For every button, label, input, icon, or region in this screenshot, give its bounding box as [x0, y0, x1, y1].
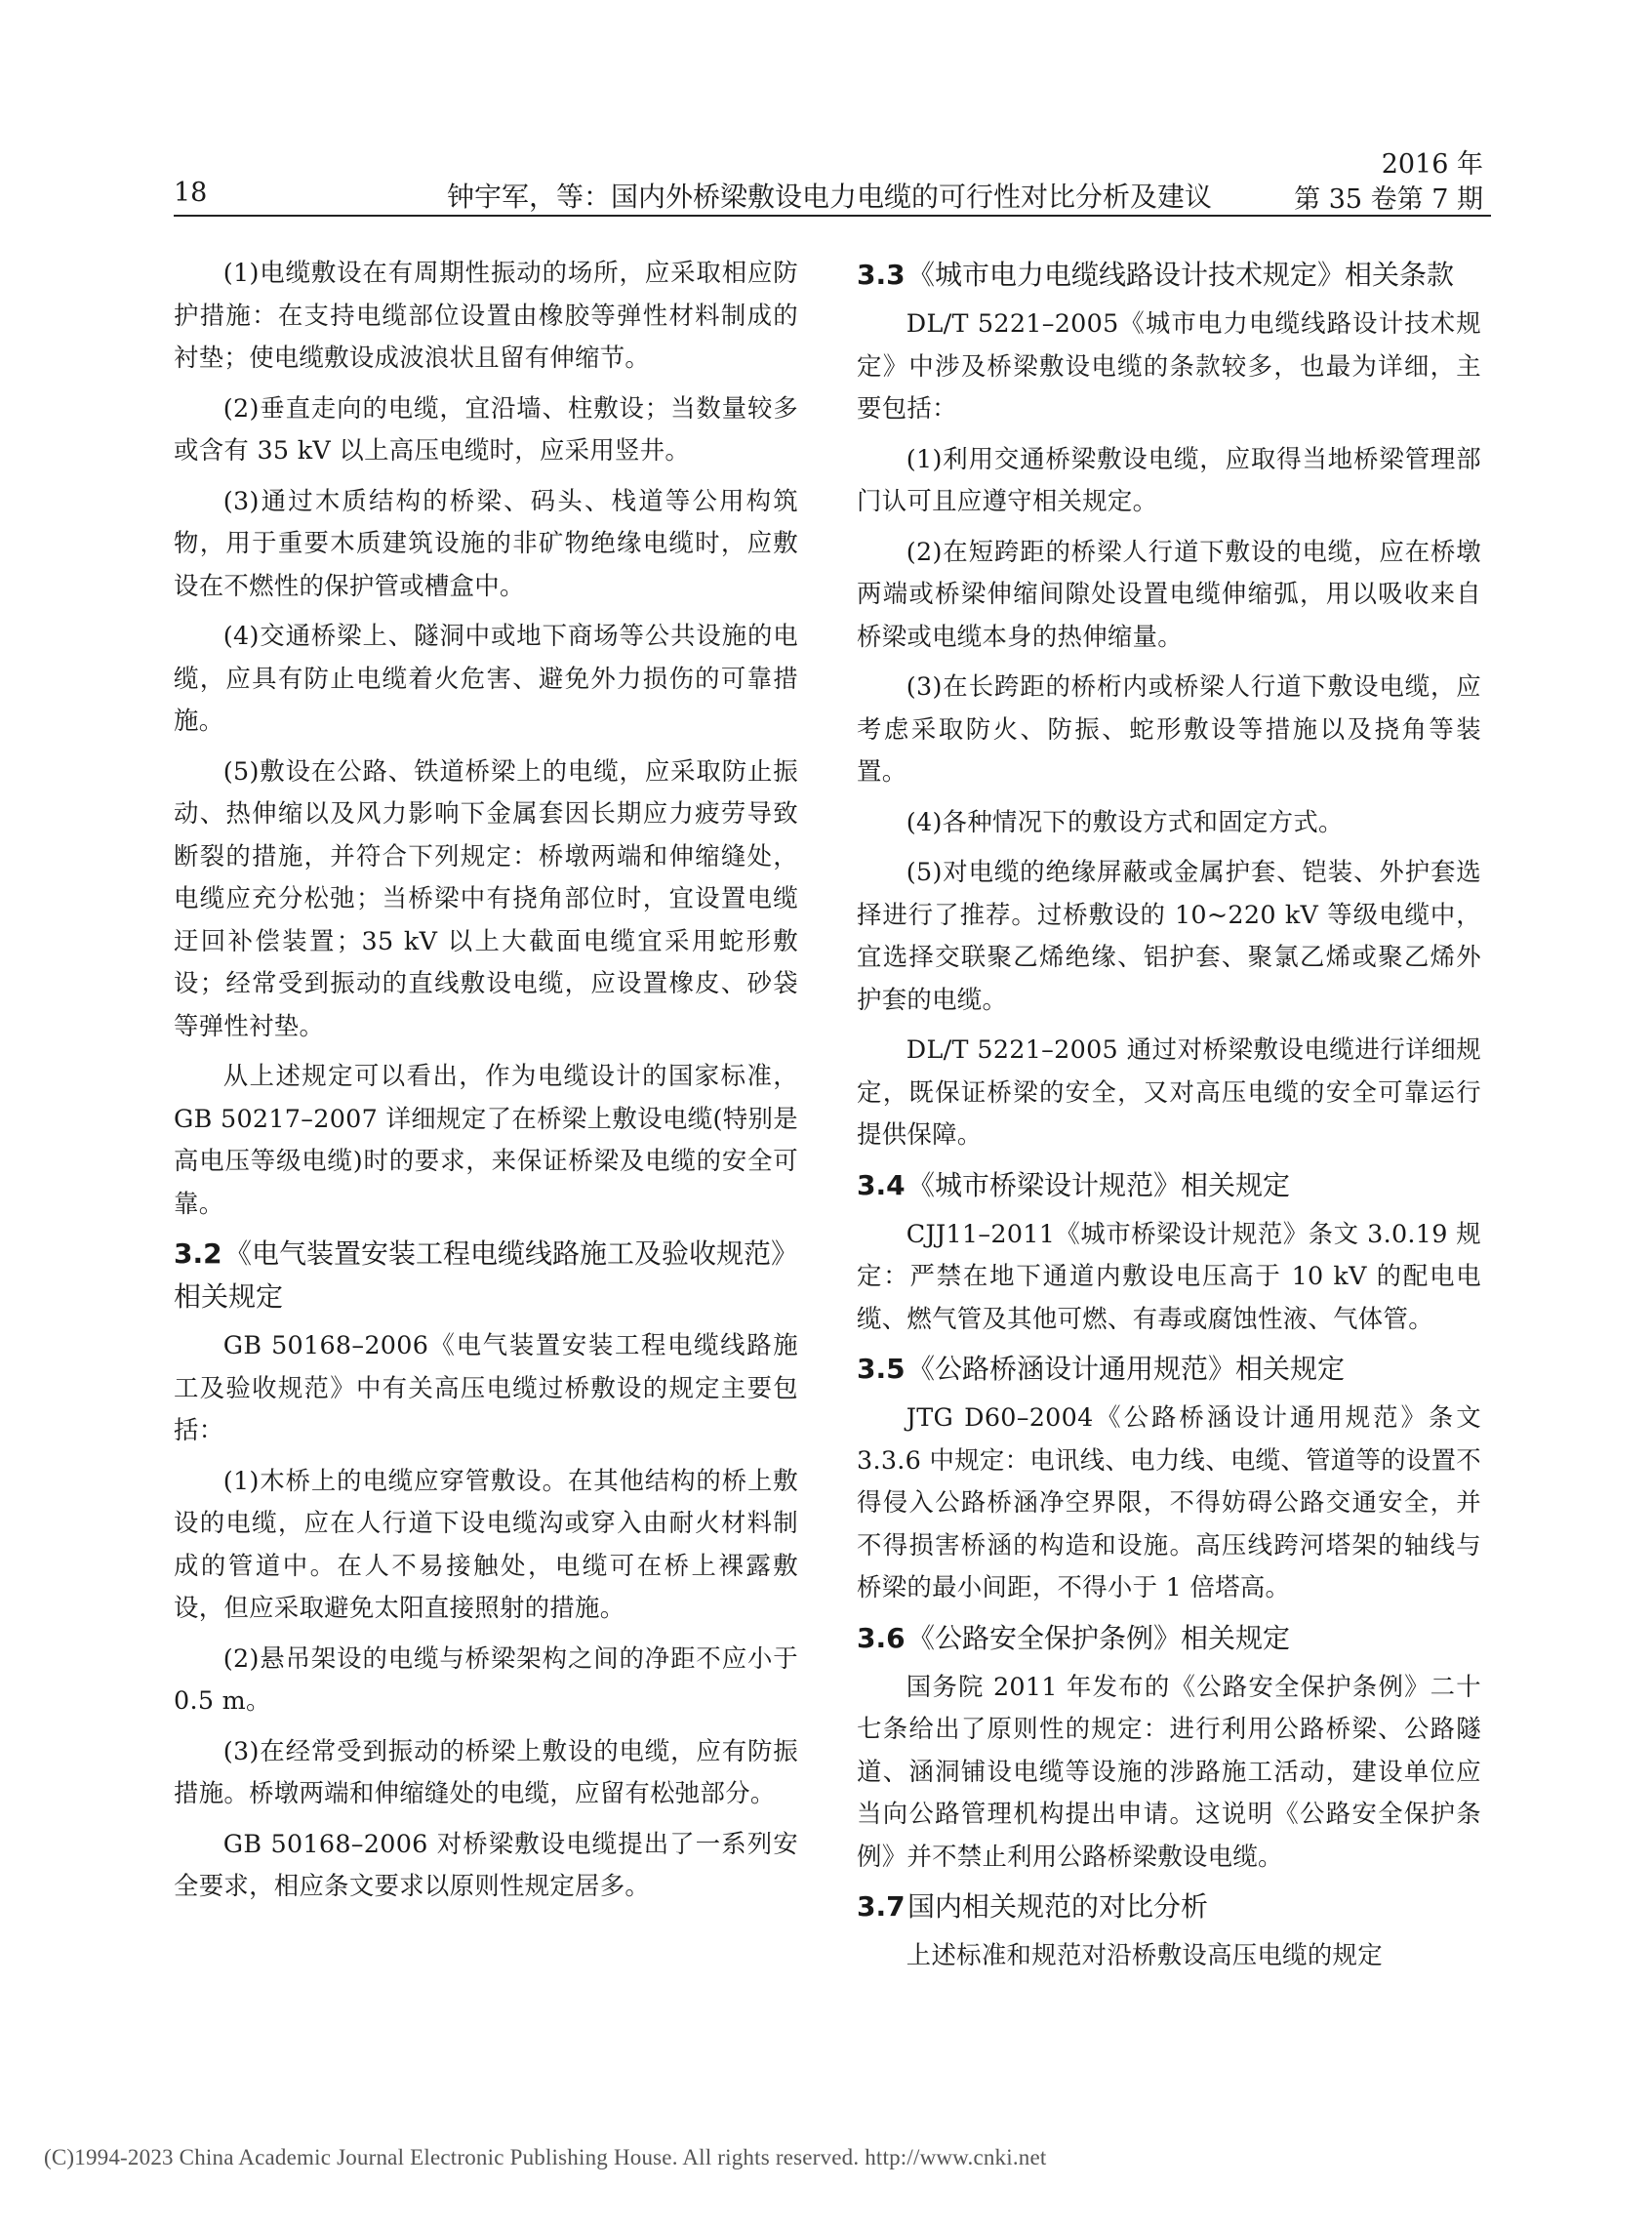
- body-paragraph: CJJ11–2011《城市桥梁设计规范》条文 3.0.19 规定：严禁在地下通道内敷设电压高于 10 kV 的配电电缆、燃气管及其他可燃、有毒或腐蚀性液、气体管。: [857, 1218, 1481, 1333]
- right-column: [857, 252, 1481, 1985]
- page-number: 18: [174, 178, 208, 208]
- body-paragraph: 上述标准和规范对沿桥敷设高压电缆的规定: [906, 1940, 1383, 1969]
- body-paragraph: (1)电缆敷设在有周期性振动的场所，应采取相应防护措施：在支持电缆部位设置由橡胶等弹性材料制成的衬垫；使电缆敷设成波浪状且留有伸缩节。: [174, 258, 798, 372]
- section-heading: [174, 1233, 798, 1318]
- section-number: 3.7: [857, 1890, 906, 1923]
- body-paragraph: GB 50168–2006《电气装置安装工程电缆线路施工及验收规范》中有关高压电缆过桥敷设的规定主要包括：: [174, 1330, 798, 1444]
- section-heading: [857, 1885, 1481, 1928]
- section-number: 3.5: [857, 1353, 906, 1385]
- body-paragraph: JTG D60–2004《公路桥涵设计通用规范》条文 3.3.6 中规定：电讯线、电力线、电缆、管道等的设置不得侵入公路桥涵净空界限，不得妨碍公路交通安全，并不得损害桥涵的构造和设施。高压线跨河塔架的轴线与桥梁的最小间距，不得小于 1 倍塔高。: [857, 1402, 1481, 1601]
- body-paragraph: 国务院 2011 年发布的《公路安全保护条例》二十七条给出了原则性的规定：进行利用公路桥梁、公路隧道、涵洞铺设电缆等设施的涉路施工活动，建设单位应当向公路管理机构提出申请。这说明《公路安全保护条例》并不禁止利用公路桥梁敷设电缆。: [857, 1671, 1481, 1871]
- body-paragraph: (2)悬吊架设的电缆与桥梁架构之间的净距不应小于 0.5 m。: [174, 1642, 798, 1715]
- section-heading: [857, 254, 1481, 297]
- section-title: 《公路桥涵设计通用规范》相关规定: [907, 1353, 1346, 1385]
- section-title: 国内相关规范的对比分析: [907, 1890, 1209, 1923]
- page-header: [174, 146, 1491, 217]
- copyright-footer: (C)1994-2023 China Academic Journal Electronic Publishing House. All rights reserved. http://www.cnki.net: [44, 2145, 1047, 2169]
- body-paragraph: (2)垂直走向的电缆，宜沿墙、柱敷设；当数量较多或含有 35 kV 以上高压电缆时，应采用竖井。: [174, 392, 798, 465]
- section-number: 3.6: [857, 1621, 906, 1654]
- body-paragraph: (3)在长跨距的桥桁内或桥梁人行道下敷设电缆，应考虑采取防火、防振、蛇形敷设等措施以及挠角等装置。: [857, 671, 1481, 786]
- body-paragraph: (1)利用交通桥梁敷设电缆，应取得当地桥梁管理部门认可且应遵守相关规定。: [857, 443, 1481, 515]
- running-title: 钟宇军，等：国内外桥梁敷设电力电缆的可行性对比分析及建议: [447, 181, 1213, 213]
- section-number: 3.4: [857, 1168, 906, 1201]
- section-title: 《城市桥梁设计规范》相关规定: [907, 1168, 1291, 1201]
- section-number: 3.2: [174, 1237, 222, 1270]
- issue-year: 2016 年: [1381, 149, 1483, 180]
- body-paragraph: (5)敷设在公路、铁道桥梁上的电缆，应采取防止振动、热伸缩以及风力影响下金属套因长期应力疲劳导致断裂的措施，并符合下列规定：桥墩两端和伸缩缝处，电缆应充分松弛；当桥梁中有挠角部位时，宜设置电缆迂回补偿装置；35 kV 以上大截面电缆宜采用蛇形敷设；经常受到振动的直线敷设电缆，应设置橡皮、砂袋等弹性衬垫。: [174, 755, 798, 1040]
- section-title: 《公路安全保护条例》相关规定: [907, 1621, 1291, 1654]
- section-heading: [857, 1348, 1481, 1391]
- body-paragraph: (4)各种情况下的敷设方式和固定方式。: [906, 806, 1344, 836]
- left-column: [174, 252, 798, 1916]
- issue-volume: 第 35 卷第 7 期: [1294, 184, 1483, 215]
- section-heading: [857, 1617, 1481, 1660]
- section-number: 3.3: [857, 259, 906, 291]
- body-paragraph: DL/T 5221–2005《城市电力电缆线路设计技术规定》中涉及桥梁敷设电缆的条款较多，也最为详细，主要包括：: [857, 308, 1481, 423]
- section-title: 《电气装置安装工程电缆线路施工及验收规范》相关规定: [174, 1237, 799, 1313]
- body-paragraph: (1)木桥上的电缆应穿管敷设。在其他结构的桥上敷设的电缆，应在人行道下设电缆沟或穿入由耐火材料制成的管道中。在人不易接触处，电缆可在桥上裸露敷设，但应采取避免太阳直接照射的措施。: [174, 1465, 798, 1622]
- section-heading: [857, 1164, 1481, 1207]
- body-paragraph: (3)通过木质结构的桥梁、码头、栈道等公用构筑物，用于重要木质建筑设施的非矿物绝缘电缆时，应敷设在不燃性的保护管或槽盒中。: [174, 485, 798, 600]
- body-paragraph: (3)在经常受到振动的桥梁上敷设的电缆，应有防振措施。桥墩两端和伸缩缝处的电缆，应留有松弛部分。: [174, 1735, 798, 1807]
- section-title: 《城市电力电缆线路设计技术规定》相关条款: [907, 259, 1455, 291]
- body-paragraph: (2)在短跨距的桥梁人行道下敷设的电缆，应在桥墩两端或桥梁伸缩间隙处设置电缆伸缩弧，用以吸收来自桥梁或电缆本身的热伸缩量。: [857, 536, 1481, 651]
- body-paragraph: 从上述规定可以看出，作为电缆设计的国家标准，GB 50217–2007 详细规定了在桥梁上敷设电缆(特别是高电压等级电缆)时的要求，来保证桥梁及电缆的安全可靠。: [174, 1061, 798, 1218]
- body-paragraph: GB 50168–2006 对桥梁敷设电缆提出了一系列安全要求，相应条文要求以原则性规定居多。: [174, 1828, 798, 1900]
- body-paragraph: (5)对电缆的绝缘屏蔽或金属护套、铠装、外护套选择进行了推荐。过桥敷设的 10~220 kV 等级电缆中，宜选择交联聚乙烯绝缘、铝护套、聚氯乙烯或聚乙烯外护套的电缆。: [857, 857, 1481, 1014]
- body-paragraph: DL/T 5221–2005 通过对桥梁敷设电缆进行详细规定，既保证桥梁的安全，又对高压电缆的安全可靠运行提供保障。: [857, 1034, 1481, 1149]
- body-paragraph: (4)交通桥梁上、隧洞中或地下商场等公共设施的电缆，应具有防止电缆着火危害、避免外力损伤的可靠措施。: [174, 621, 798, 735]
